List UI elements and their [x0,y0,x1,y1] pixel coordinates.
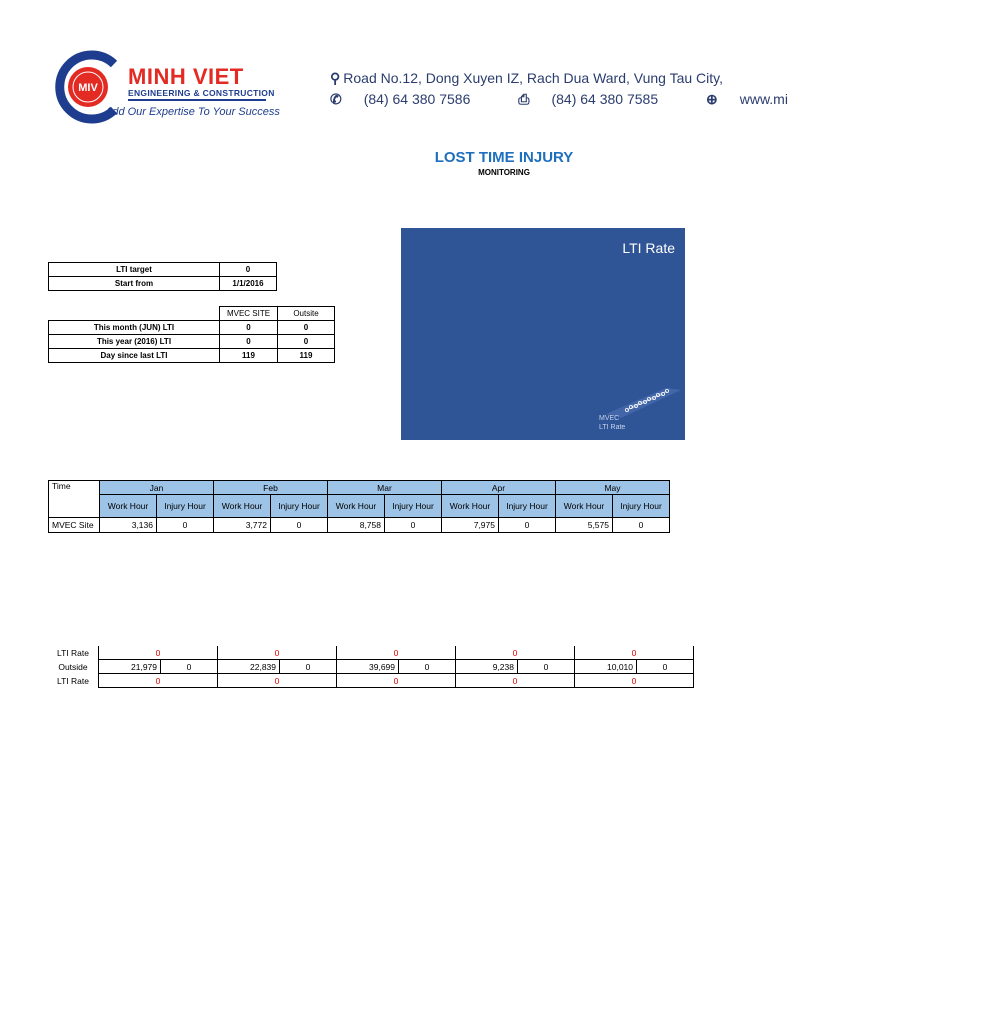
start-from-value: 1/1/2016 [220,277,277,291]
brand-tagline: Add Our Expertise To Your Success [105,106,280,118]
summary-row: Day since last LTI 119 119 [49,349,335,363]
col-mvec-site: MVEC SITE [220,307,278,321]
chart-legend [599,414,625,432]
month-header: May [556,481,670,495]
month-header: Mar [328,481,442,495]
brand-name: MINH VIET [128,64,244,89]
chart-plot [401,228,685,440]
month-header: Jan [100,481,214,495]
svg-text:MIV: MIV [78,82,98,94]
work-hour-header: Work Hour [556,495,613,518]
company-address: ⚲ Road No.12, Dong Xuyen IZ, Rach Dua Ward, Vung Tau City, [330,70,724,86]
work-hour-header: Work Hour [214,495,271,518]
month-header: Apr [442,481,556,495]
phone-number: (84) 64 380 7586 [363,91,471,107]
start-from-label: Start from [49,277,220,291]
legend-series-mvec: MVEC [599,415,620,422]
col-outsite: Outsite [278,307,335,321]
legend-series-lti-rate: LTI Rate [599,424,626,431]
row-label-outside: Outside [58,661,88,672]
summary-row: This month (JUN) LTI 0 0 [49,321,335,335]
chart-title: LTI Rate [622,240,675,256]
injury-hour-header: Injury Hour [271,495,328,518]
location-pin-icon: ⚲ [330,70,341,86]
injury-hour-header: Injury Hour [157,495,214,518]
fax-icon: ⎙ [518,91,530,107]
injury-hour-header: Injury Hour [613,495,670,518]
brand-subtitle: ENGINEERING & CONSTRUCTION [128,88,275,98]
target-table [48,262,277,291]
time-header: Time [49,481,100,518]
fax-number: (84) 64 380 7585 [551,91,659,107]
work-hour-header: Work Hour [442,495,499,518]
table-row: LTI Rate 0 0 0 0 0 [48,646,694,660]
injury-hour-header: Injury Hour [385,495,442,518]
row-label-mvec-site: MVEC Site [49,518,100,533]
injury-hour-header: Injury Hour [499,495,556,518]
phone-icon: ✆ [330,91,342,107]
lti-target-value: 0 [220,263,277,277]
summary-row: This year (2016) LTI 0 0 [49,335,335,349]
summary-header [219,306,335,321]
work-hour-header: Work Hour [328,495,385,518]
table-row: Outside 21,979 0 22,839 0 39,699 0 9,238 0 10,010 0 [48,660,694,674]
globe-icon: ⊕ [706,91,718,107]
company-contact [330,91,788,108]
page-title: LOST TIME INJURY [434,149,574,166]
monthly-hours-table [48,480,670,533]
brand-divider [128,99,266,101]
row-label-lti-rate-2: LTI Rate [57,675,89,686]
summary-table [48,320,335,363]
lti-rate-table [48,646,694,688]
website: www.mi [739,91,788,107]
lti-target-label: LTI target [49,263,220,277]
lti-rate-chart [401,228,685,440]
page-subtitle: MONITORING [478,168,530,177]
month-header: Feb [214,481,328,495]
row-label-lti-rate: LTI Rate [57,647,89,658]
table-row: MVEC Site 3,136 0 3,772 0 8,758 0 7,975 0 5,575 0 [49,518,670,533]
table-row: LTI Rate 0 0 0 0 0 [48,674,694,688]
work-hour-header: Work Hour [100,495,157,518]
